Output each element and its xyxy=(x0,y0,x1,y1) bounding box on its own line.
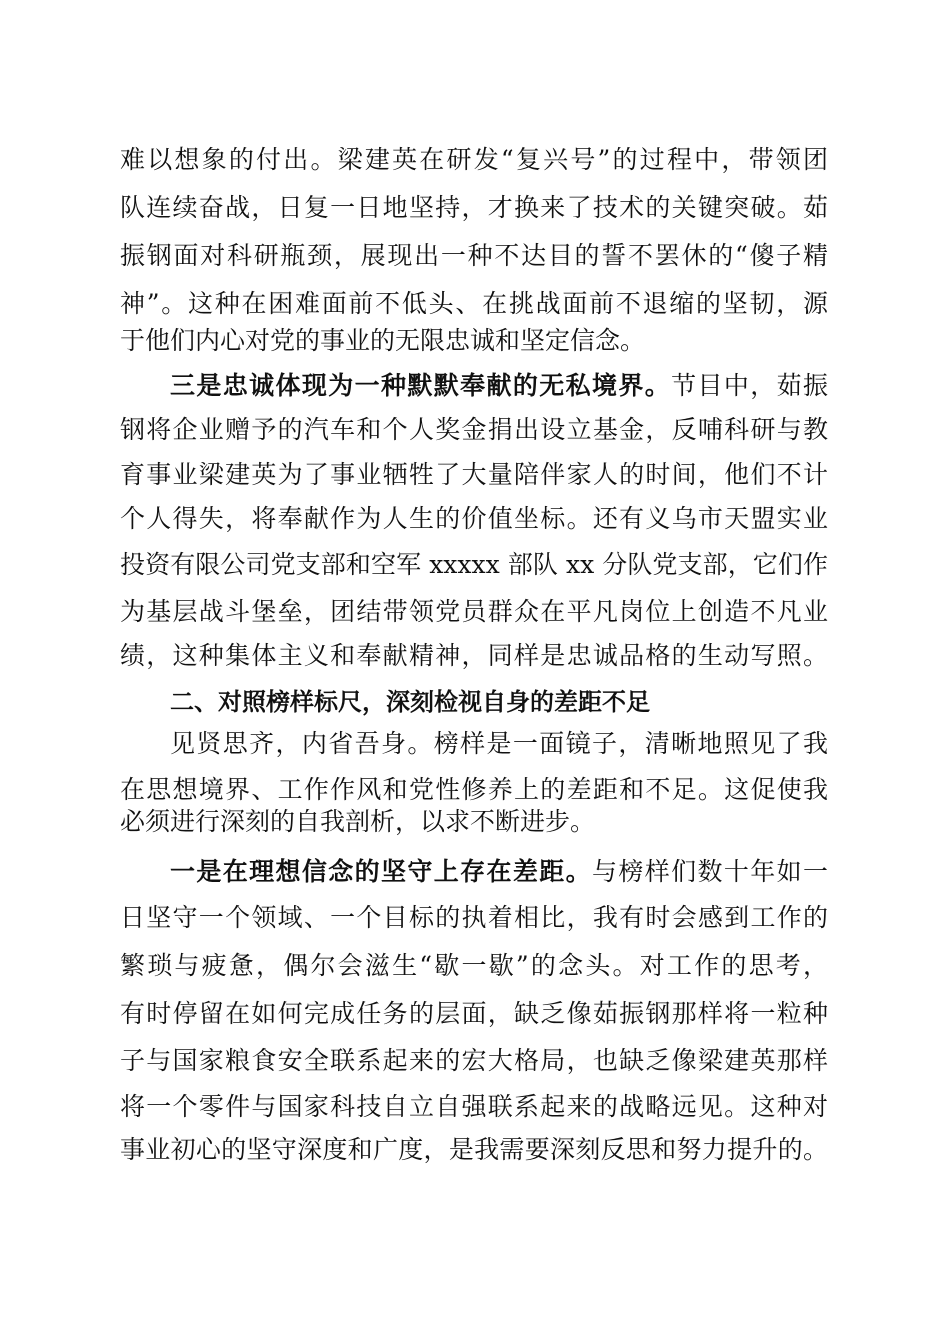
text-line: 事业初心的坚守深度和广度，是我需要深刻反思和努力提升的。 xyxy=(120,1135,828,1164)
text-line: 振钢面对科研瓶颈，展现出一种不达目的誓不罢休的“傻子精 xyxy=(120,241,828,270)
text-line: 繁琐与疲惫，偶尔会滋生“歇一歇”的念头。对工作的思考， xyxy=(120,951,828,980)
paragraph-first-line xyxy=(170,850,828,894)
text-line: 将一个零件与国家科技自立自强联系起来的战略远见。这种对 xyxy=(120,1092,828,1121)
text-line: 队连续奋战，日复一日地坚持，才换来了技术的关键突破。茹 xyxy=(120,193,828,222)
text-line: 绩，这种集体主义和奉献精神，同样是忠诚品格的生动写照。 xyxy=(120,641,828,670)
text-line: 难以想象的付出。梁建英在研发“复兴号”的过程中，带领团 xyxy=(120,145,828,174)
text-line: 必须进行深刻的自我剖析，以求不断进步。 xyxy=(120,807,596,836)
text-line: 个人得失，将奉献作为人生的价值坐标。还有义乌市天盟实业 xyxy=(120,504,828,533)
text-line: 育事业梁建英为了事业牺牲了大量陪伴家人的时间，他们不计 xyxy=(120,460,828,489)
text-line: 于他们内心对党的事业的无限忠诚和坚定信念。 xyxy=(120,326,646,355)
text-line: 日坚守一个领域、一个目标的执着相比，我有时会感到工作的 xyxy=(120,903,828,932)
paragraph-lead: 一是在理想信念的坚守上存在差距。 xyxy=(170,857,592,886)
section-heading: 二、对照榜样标尺，深刻检视自身的差距不足 xyxy=(170,688,650,716)
text-line: 钢将企业赠予的汽车和个人奖金捐出设立基金，反哺科研与教 xyxy=(120,415,828,444)
text-line: 子与国家粮食安全联系起来的宏大格局，也缺乏像梁建英那样 xyxy=(120,1046,828,1075)
paragraph-first-line-rest: 与榜样们数十年如一 xyxy=(591,857,828,886)
paragraph-first-line-rest: 节目中，茹振 xyxy=(671,371,828,400)
text-line: 投资有限公司党支部和空军 xxxxx 部队 xx 分队党支部，它们作 xyxy=(120,550,828,579)
text-line: 在思想境界、工作作风和党性修养上的差距和不足。这促使我 xyxy=(120,775,828,804)
text-line: 有时停留在如何完成任务的层面，缺乏像茹振钢那样将一粒种 xyxy=(120,999,828,1028)
text-line: 见贤思齐，内省吾身。榜样是一面镜子，清晰地照见了我 xyxy=(170,729,828,758)
text-line: 神”。这种在困难面前不低头、在挑战面前不退缩的坚韧，源 xyxy=(120,289,828,318)
paragraph-first-line xyxy=(170,364,828,408)
text-line: 为基层战斗堡垒，团结带领党员群众在平凡岗位上创造不凡业 xyxy=(120,597,828,626)
paragraph-lead: 三是忠诚体现为一种默默奉献的无私境界。 xyxy=(170,371,672,400)
